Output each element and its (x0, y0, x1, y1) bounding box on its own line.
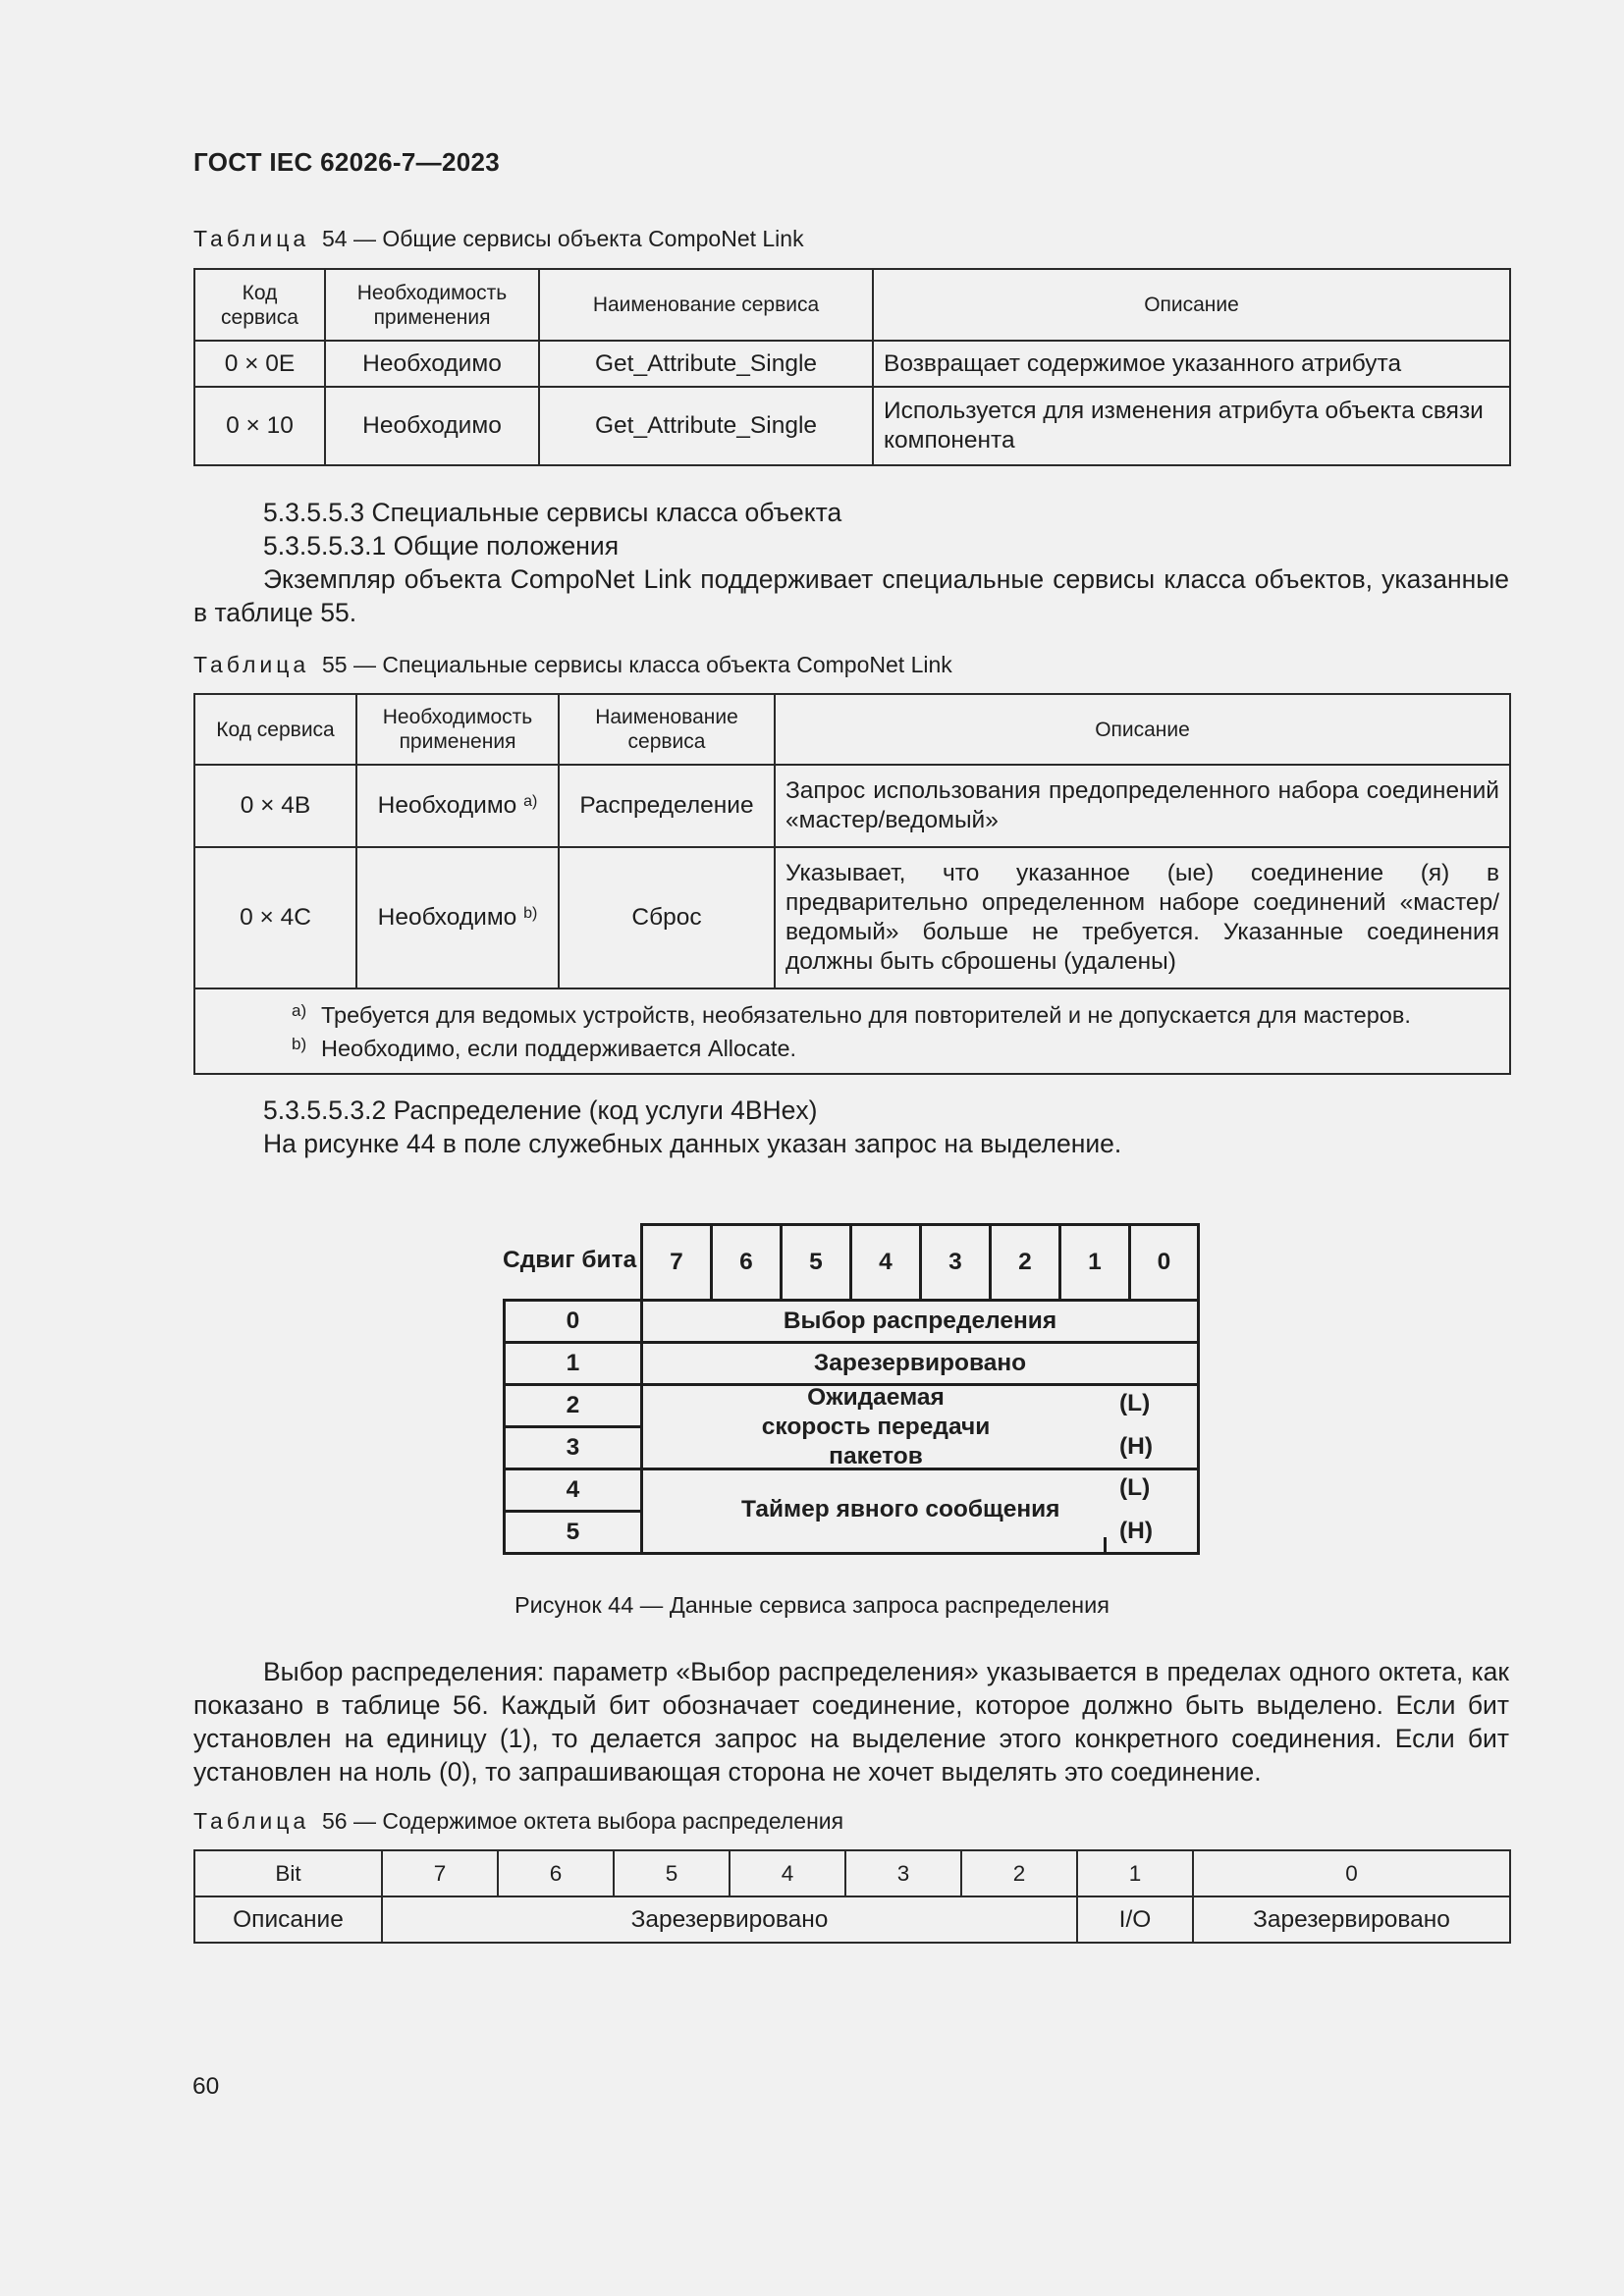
bit-cell: 2 (989, 1223, 1061, 1302)
table-row (194, 765, 1510, 847)
table56-bit-cell: 0 (1193, 1850, 1510, 1896)
bit-cell: 1 (1058, 1223, 1131, 1302)
table56-reserved-cell: Зарезервировано (1193, 1896, 1510, 1943)
table55-header-name: Наименование сервиса (559, 694, 775, 765)
low-byte-label: (L) (1119, 1474, 1151, 1501)
table55 (193, 693, 1511, 1075)
section-heading: 5.3.5.5.3 Специальные сервисы класса объекта (263, 498, 842, 527)
table55-cell: 0 × 4C (194, 847, 356, 988)
table54 (193, 268, 1511, 466)
table54-caption-text: 54 — Общие сервисы объекта CompoNet Link (321, 226, 804, 251)
table55-notes (194, 988, 1510, 1074)
table54-header-need: Необходимость применения (325, 269, 539, 341)
footnote-mark: a) (292, 1000, 307, 1020)
table55-notes-row (194, 988, 1510, 1074)
table56-caption-text: 56 — Содержимое октета выбора распределения (321, 1808, 844, 1834)
reserved-cell: Зарезервировано (640, 1341, 1200, 1386)
explicit-timer-label: Таймер явного сообщения (741, 1495, 1060, 1522)
table55-need: Необходимо (377, 792, 517, 819)
table56-bit-cell: 4 (730, 1850, 845, 1896)
table54-header-name: Наименование сервиса (539, 269, 873, 341)
table56-caption-prefix: Таблица (193, 1808, 310, 1834)
bit-cell: 0 (1128, 1223, 1200, 1302)
table54-cell: Необходимо (325, 341, 539, 387)
footnote (205, 1032, 1499, 1065)
table55-cell: 0 × 4B (194, 765, 356, 847)
bit-cell: 5 (780, 1223, 852, 1302)
table-row (194, 847, 1510, 988)
table54-cell: Get_Attribute_Single (539, 341, 873, 387)
table56-bit-cell: 1 (1077, 1850, 1193, 1896)
table56-caption (193, 1808, 843, 1835)
table55-cell (356, 765, 559, 847)
page-number: 60 (192, 2073, 220, 2100)
table-row (194, 387, 1510, 465)
table55-cell: Сброс (559, 847, 775, 988)
table55-caption (193, 652, 952, 678)
footnote-text: Требуется для ведомых устройств, необязательно для повторителей и не допускается для мастеров. (321, 1001, 1411, 1028)
paragraph: Экземпляр объекта CompoNet Link поддерживает специальные сервисы класса объектов, указанные в таблице 55. (193, 564, 1509, 627)
table54-caption-prefix: Таблица (193, 226, 310, 251)
high-byte-label: (H) (1119, 1518, 1154, 1544)
figure-caption: Рисунок 44 — Данные сервиса запроса распределения (514, 1592, 1110, 1618)
byte-offset-cell: 2 (503, 1383, 643, 1428)
table56-io-cell: I/O (1077, 1896, 1193, 1943)
bit-cell: 6 (710, 1223, 783, 1302)
allocation-choice-cell: Выбор распределения (640, 1299, 1200, 1344)
table55-need: Необходимо (377, 904, 517, 931)
table54-header-code: Код сервиса (194, 269, 325, 341)
table55-caption-prefix: Таблица (193, 652, 310, 677)
explicit-timer-cell (640, 1468, 1200, 1555)
table55-header-code: Код сервиса (194, 694, 356, 765)
table54-cell: Необходимо (325, 387, 539, 465)
table56-reserved-cell: Зарезервировано (382, 1896, 1077, 1943)
byte-offset-cell: 0 (503, 1299, 643, 1344)
footnote-mark: b) (523, 905, 538, 922)
table-row (194, 341, 1510, 387)
table56-bit-cell: 3 (845, 1850, 961, 1896)
table55-caption-text: 55 — Специальные сервисы класса объекта CompoNet Link (321, 652, 952, 677)
section-heading: 5.3.5.5.3.2 Распределение (код услуги 4BHex) (263, 1095, 818, 1125)
section-heading: 5.3.5.5.3.1 Общие положения (263, 531, 620, 561)
byte-offset-cell: 1 (503, 1341, 643, 1386)
table54-cell: 0 × 10 (194, 387, 325, 465)
table55-cell: Распределение (559, 765, 775, 847)
bit-cell: 7 (640, 1223, 713, 1302)
table55-header-need: Необходимость применения (356, 694, 559, 765)
byte-offset-cell: 4 (503, 1468, 643, 1513)
table54-header-desc: Описание (873, 269, 1510, 341)
divider (1104, 1537, 1107, 1552)
table56-desc-label: Описание (194, 1896, 382, 1943)
byte-offset-cell: 5 (503, 1510, 643, 1555)
bit-cell: 3 (919, 1223, 992, 1302)
table55-header-row (194, 694, 1510, 765)
table54-header-row (194, 269, 1510, 341)
byte-offset-cell: 3 (503, 1425, 643, 1470)
table55-cell: Запрос использования предопределенного набора соединений «мастер/ведомый» (775, 765, 1510, 847)
table55-cell: Указывает, что указанное (ые) соединение (я) в предварительно определенном наборе соединений «мастер/ведомый» больше не требуется. Указанные соединения должны быть сброшены (удалены) (775, 847, 1510, 988)
bit-cell: 4 (849, 1223, 922, 1302)
bit-offset-label: Сдвиг бита (503, 1247, 637, 1273)
table56-bit-cell: 6 (498, 1850, 614, 1896)
paragraph: На рисунке 44 в поле служебных данных указан запрос на выделение. (263, 1129, 1122, 1158)
table55-header-desc: Описание (775, 694, 1510, 765)
table54-caption (193, 226, 804, 252)
figure44 (503, 1223, 1200, 1557)
footnote-text: Необходимо, если поддерживается Allocate. (321, 1035, 797, 1061)
table-row (194, 1850, 1510, 1896)
packet-rate-cell (640, 1383, 1200, 1470)
table56-bit-cell: 5 (614, 1850, 730, 1896)
packet-rate-label: Ожидаемая скорость передачи пакетов (761, 1383, 991, 1469)
footnote-mark: a) (523, 793, 538, 810)
low-byte-label: (L) (1119, 1390, 1151, 1416)
table54-cell: 0 × 0E (194, 341, 325, 387)
high-byte-label: (H) (1119, 1433, 1154, 1460)
document-header: ГОСТ IEC 62026-7—2023 (193, 147, 500, 177)
table56-bit-cell: 7 (382, 1850, 498, 1896)
table54-cell: Используется для изменения атрибута объекта связи компонента (873, 387, 1510, 465)
paragraph: Выбор распределения: параметр «Выбор распределения» указывается в пределах одного октета, как показано в таблице 56. Каждый бит обозначает соединение, которое должно быть выделено. Если бит установлен на единицу (1), то делается запрос на выделение этого конкретного соединения. Если бит установлен на ноль (0), то запрашивающая сторона не хочет выделять это соединение. (193, 1657, 1509, 1787)
table56-bit-cell: 2 (961, 1850, 1077, 1896)
table56-bit-label: Bit (194, 1850, 382, 1896)
table56 (193, 1849, 1511, 1944)
table54-cell: Get_Attribute_Single (539, 387, 873, 465)
table54-cell: Возвращает содержимое указанного атрибута (873, 341, 1510, 387)
table55-cell (356, 847, 559, 988)
footnote (205, 998, 1499, 1032)
footnote-mark: b) (292, 1034, 307, 1053)
table-row (194, 1896, 1510, 1943)
